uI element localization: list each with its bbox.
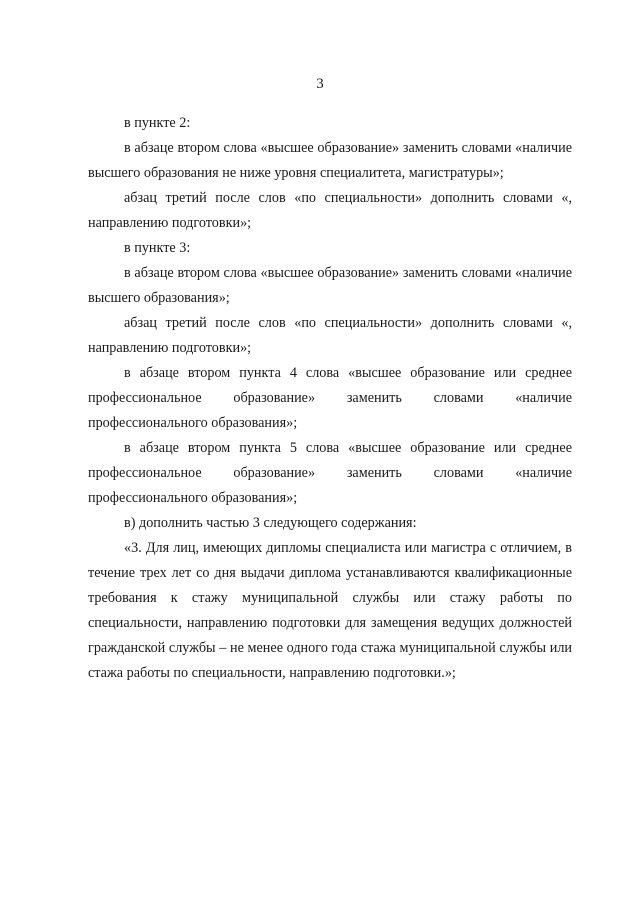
paragraph-part-3-intro: в) дополнить частью 3 следующего содержания: — [124, 515, 417, 531]
paragraph-part-3-text: «3. Для лиц, имеющих дипломы специалиста или магистра с отличием, в течение трех лет со дня выдачи диплома устанавливаются квалификационные требования к стажу муниципальной службы или стажу работы по специальности, направлению подготовки для замещения ведущих должностей гражданской службы – не менее одного года стажа муниципальной службы или стажа работы по специальности, направлению подготовки.»; — [88, 540, 572, 681]
paragraph-item-4: в абзаце втором пункта 4 слова «высшее образование или среднее профессиональное образование» заменить словами «наличие профессионального образования»; — [88, 365, 572, 431]
paragraph-item-5: в абзаце втором пункта 5 слова «высшее образование или среднее профессиональное образование» заменить словами «наличие профессионального образования»; — [88, 440, 572, 506]
document-body — [88, 111, 572, 686]
page-number: 3 — [316, 76, 324, 92]
paragraph-item-2-para-3: абзац третий после слов «по специальности» дополнить словами «, направлению подготовки»; — [88, 190, 572, 231]
paragraph-item-2-para-2: в абзаце втором слова «высшее образование» заменить словами «наличие высшего образования не ниже уровня специалитета, магистратуры»; — [88, 140, 572, 181]
paragraph-item-3-para-3: абзац третий после слов «по специальности» дополнить словами «, направлению подготовки»; — [88, 315, 572, 356]
paragraph-item-2-heading: в пункте 2: — [124, 115, 191, 131]
paragraph-item-3-heading: в пункте 3: — [124, 240, 191, 256]
paragraph-item-3-para-2: в абзаце втором слова «высшее образование» заменить словами «наличие высшего образования»; — [88, 265, 572, 306]
